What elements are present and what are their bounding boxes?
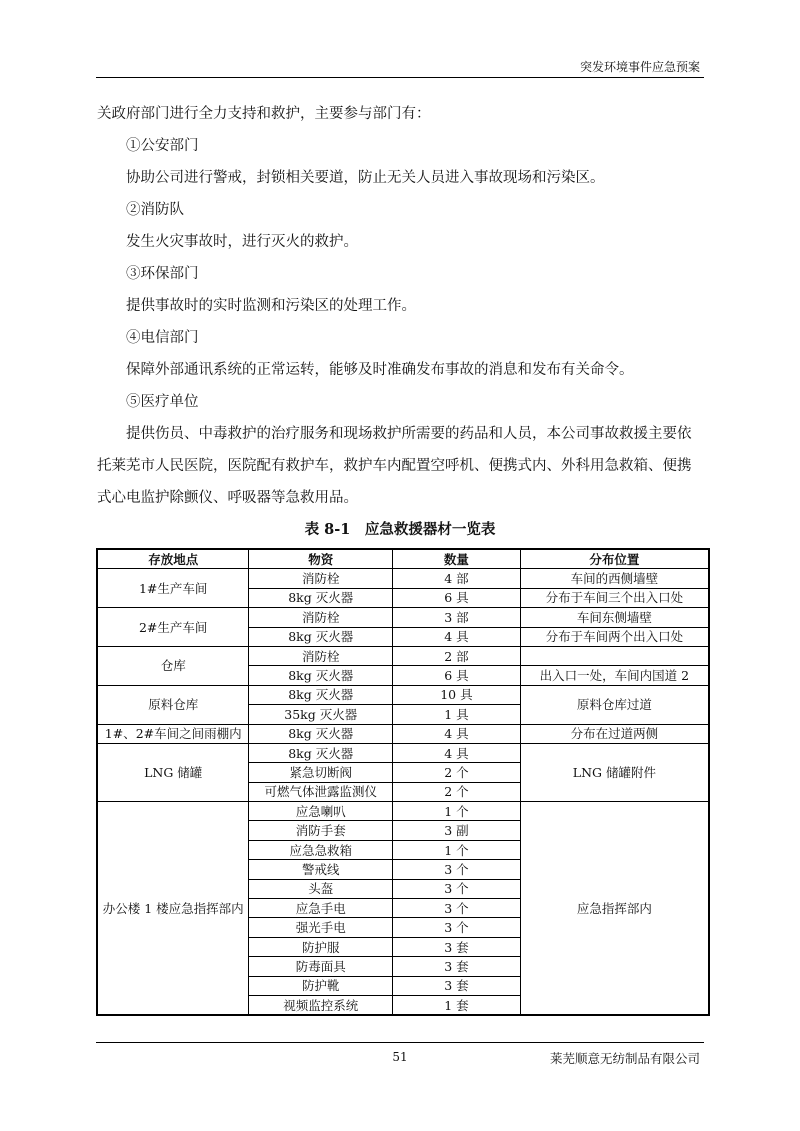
cell-qty: 3 副: [393, 821, 521, 840]
cell-item: 8kg 灭火器: [249, 724, 393, 743]
cell-item: 8kg 灭火器: [249, 743, 393, 762]
cell-position: [520, 646, 709, 665]
cell-location: 1#、2#车间之间雨棚内: [97, 724, 249, 743]
cell-location: 1#生产车间: [97, 569, 249, 608]
cell-qty: 1 个: [393, 840, 521, 859]
cell-item: 8kg 灭火器: [249, 588, 393, 607]
cell-item: 头盔: [249, 879, 393, 898]
table-body: [97, 569, 709, 1015]
table-row: [97, 608, 709, 627]
cell-qty: 1 个: [393, 802, 521, 821]
cell-location: 2#生产车间: [97, 608, 249, 647]
footer-rule: [96, 1042, 704, 1043]
dept-text-env: 提供事故时的实时监测和污染区的处理工作。: [126, 298, 416, 314]
cell-item: 消防栓: [249, 646, 393, 665]
cell-position: LNG 储罐附件: [520, 743, 709, 801]
cell-qty: 2 部: [393, 646, 521, 665]
cell-position: 出入口一处，车间内国道 2: [520, 666, 709, 685]
cell-item: 消防栓: [249, 608, 393, 627]
dept-heading-telecom: ④电信部门: [126, 330, 199, 346]
cell-qty: 3 部: [393, 608, 521, 627]
table-header-row: [97, 549, 709, 569]
cell-item: 应急急救箱: [249, 840, 393, 859]
table-row: [97, 646, 709, 665]
header-rule: [96, 77, 704, 78]
col-header-position: 分布位置: [520, 549, 709, 569]
cell-location: 仓库: [97, 646, 249, 685]
header-title: 突发环境事件应急预案: [579, 60, 700, 74]
cell-qty: 6 具: [393, 666, 521, 685]
cell-position: 分布于车间两个出入口处: [520, 627, 709, 646]
cell-location: 办公楼 1 楼应急指挥部内: [97, 802, 249, 1016]
dept-text-medical: 提供伤员、中毒救护的治疗服务和现场救护所需要的药品和人员，本公司事故救援主要依托莱芜市人民医院，医院配有救护车，救护车内配置空呼机、便携式内、外科用急救箱、便携式心电监护除颤仪、呼吸器等急救用品。: [97, 426, 692, 506]
equipment-table: [96, 548, 710, 1016]
cell-qty: 2 个: [393, 782, 521, 801]
dept-heading-police: ①公安部门: [126, 138, 199, 154]
dept-heading-env: ③环保部门: [126, 266, 199, 282]
cell-qty: 3 个: [393, 860, 521, 879]
cell-qty: 3 套: [393, 937, 521, 956]
table-row: [97, 724, 709, 743]
cell-qty: 3 个: [393, 918, 521, 937]
cell-item: 视频监控系统: [249, 995, 393, 1015]
cell-item: 消防栓: [249, 569, 393, 588]
dept-heading-fire: ②消防队: [126, 202, 184, 218]
cell-item: 紧急切断阀: [249, 763, 393, 782]
page-number: 51: [392, 1050, 408, 1064]
col-header-item: 物资: [249, 549, 393, 569]
cell-qty: 3 套: [393, 957, 521, 976]
dept-text-police: 协助公司进行警戒，封锁相关要道，防止无关人员进入事故现场和污染区。: [126, 170, 605, 186]
cell-item: 防护服: [249, 937, 393, 956]
cell-qty: 4 具: [393, 724, 521, 743]
dept-text-fire: 发生火灾事故时，进行灭火的救护。: [126, 234, 358, 250]
cell-position: 分布于车间三个出入口处: [520, 588, 709, 607]
cell-item: 强光手电: [249, 918, 393, 937]
cell-item: 8kg 灭火器: [249, 627, 393, 646]
cell-qty: 3 个: [393, 899, 521, 918]
cell-item: 防护靴: [249, 976, 393, 995]
cell-item: 消防手套: [249, 821, 393, 840]
cell-position: 原料仓库过道: [520, 685, 709, 724]
dept-heading-medical: ⑤医疗单位: [126, 394, 199, 410]
cell-qty: 4 具: [393, 627, 521, 646]
cell-qty: 1 套: [393, 995, 521, 1015]
table-row: [97, 802, 709, 821]
cell-qty: 4 具: [393, 743, 521, 762]
col-header-location: 存放地点: [97, 549, 249, 569]
cell-location: 原料仓库: [97, 685, 249, 724]
table-row: [97, 569, 709, 588]
cell-item: 8kg 灭火器: [249, 685, 393, 704]
intro-paragraph: 关政府部门进行全力支持和救护，主要参与部门有：: [97, 106, 431, 122]
cell-qty: 1 具: [393, 705, 521, 724]
cell-qty: 10 具: [393, 685, 521, 704]
company-name: 莱芜顺意无纺制品有限公司: [549, 1051, 700, 1066]
cell-position: 分布在过道两侧: [520, 724, 709, 743]
cell-qty: 6 具: [393, 588, 521, 607]
cell-position: 车间东侧墙壁: [520, 608, 709, 627]
cell-qty: 4 部: [393, 569, 521, 588]
cell-item: 应急喇叭: [249, 802, 393, 821]
table-row: [97, 685, 709, 704]
cell-qty: 3 个: [393, 879, 521, 898]
cell-qty: 3 套: [393, 976, 521, 995]
cell-item: 可燃气体泄露监测仪: [249, 782, 393, 801]
dept-text-telecom: 保障外部通讯系统的正常运转，能够及时准确发布事故的消息和发布有关命令。: [126, 362, 634, 378]
cell-position: 应急指挥部内: [520, 802, 709, 1016]
cell-item: 8kg 灭火器: [249, 666, 393, 685]
table-row: [97, 743, 709, 762]
cell-qty: 2 个: [393, 763, 521, 782]
cell-item: 35kg 灭火器: [249, 705, 393, 724]
col-header-qty: 数量: [393, 549, 521, 569]
cell-item: 应急手电: [249, 899, 393, 918]
cell-item: 防毒面具: [249, 957, 393, 976]
table-title: 表 8-1 应急救援器材一览表: [304, 521, 496, 538]
cell-location: LNG 储罐: [97, 743, 249, 801]
cell-item: 警戒线: [249, 860, 393, 879]
cell-position: 车间的西侧墙壁: [520, 569, 709, 588]
